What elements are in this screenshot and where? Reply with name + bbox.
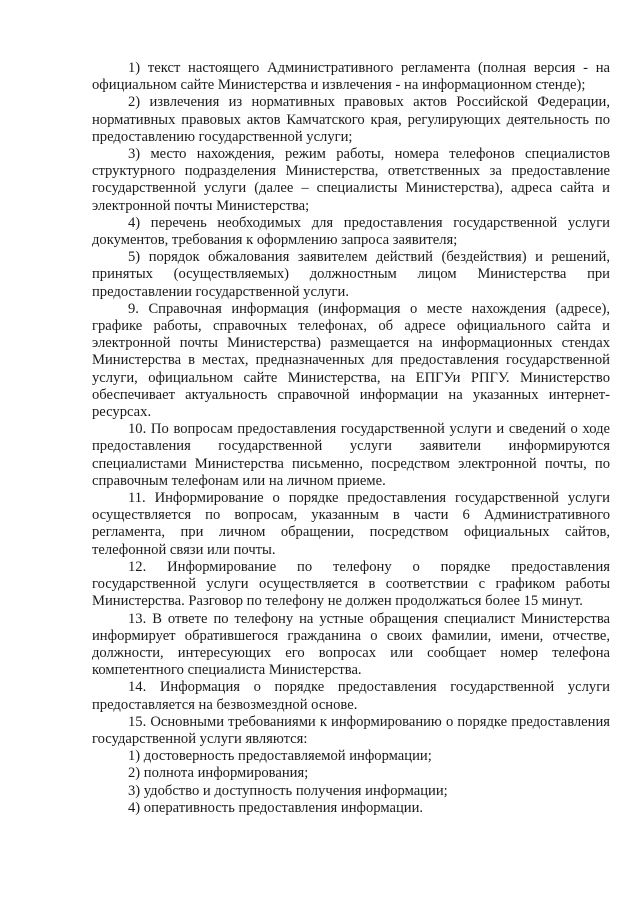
paragraph-section-10: 10. По вопросам предоставления государственной услуги и сведений о ходе предоставления государственной услуги заявители информируются специалистами Министерства письменно, посредством электронной почты, по справочным телефонам или на личном приеме. (92, 421, 610, 489)
paragraph-item-4: 4) перечень необходимых для предоставления государственной услуги документов, требования к оформлению запроса заявителя; (92, 214, 610, 249)
paragraph-item-3: 3) место нахождения, режим работы, номера телефонов специалистов структурного подразделения Министерства, ответственных за предоставление государственной услуги (далее – специалисты Министерства), адреса сайта и электронной почты Министерства; (92, 146, 610, 214)
paragraph-section-12: 12. Информирование по телефону о порядке предоставления государственной услуги осуществляется в соответствии с графиком работы Министерства. Разговор по телефону не должен продолжаться более 15 минут. (92, 558, 610, 610)
paragraph-section-11: 11. Информирование о порядке предоставления государственной услуги осуществляется по вопросам, указанным в части 6 Административного регламента, при личном обращении, посредством официальных сайтов, телефонной связи или почты. (92, 490, 610, 558)
document-body (92, 60, 610, 817)
requirement-item-4: 4) оперативность предоставления информации. (128, 799, 424, 816)
requirement-item-2: 2) полнота информирования; (128, 765, 309, 782)
paragraph-section-14: 14. Информация о порядке предоставления государственной услуги предоставляется на безвозмездной основе. (92, 679, 610, 713)
paragraph-section-15: 15. Основными требованиями к информированию о порядке предоставления государственной услуги являются: (92, 713, 610, 747)
paragraph-item-5: 5) порядок обжалования заявителем действий (бездействия) и решений, принятых (осуществляемых) должностным лицом Министерства при предоставлении государственной услуги. (92, 249, 610, 300)
paragraph-item-1: 1) текст настоящего Административного регламента (полная версия - на официальном сайте Министерства и извлечения - на информационном стенде); (92, 60, 610, 94)
requirement-item-3: 3) удобство и доступность получения информации; (128, 782, 448, 799)
paragraph-section-9: 9. Справочная информация (информация о месте нахождения (адресе), графике работы, справочных телефонах, об адресе официального сайта и электронной почты Министерства) размещается на информационных стендах Министерства в местах, предназначенных для предоставления государственной услуги, официальном сайте Министерства, на ЕПГУи РПГУ. Министерство обеспечивает актуальность справочной информации на указанных интернет-ресурсах. (92, 300, 610, 421)
requirement-item-1: 1) достоверность предоставляемой информации; (128, 748, 432, 765)
paragraph-section-13: 13. В ответе по телефону на устные обращения специалист Министерства информирует обратившегося гражданина о своих фамилии, имени, отчестве, должности, интересующих его вопросах или сообщает номер телефона компетентного специалиста Министерства. (92, 610, 610, 679)
paragraph-item-2: 2) извлечения из нормативных правовых актов Российской Федерации, нормативных правовых актов Камчатского края, регулирующих деятельность по предоставлению государственной услуги; (92, 94, 610, 145)
